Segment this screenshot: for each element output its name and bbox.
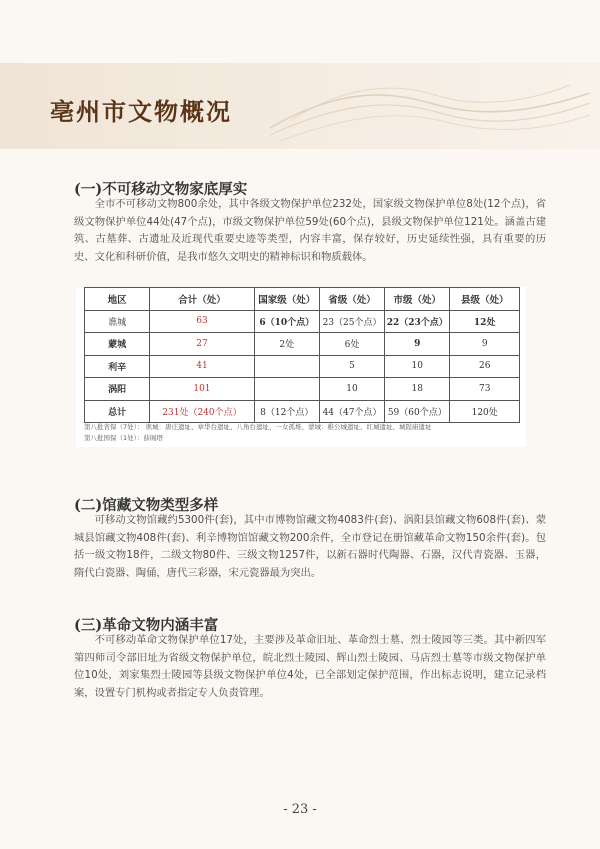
table-cell: 9 (450, 333, 520, 356)
header-cell: 省级（处） (319, 288, 384, 311)
table-cell: 22（23个点） (385, 310, 450, 333)
table-footnote: 第八批国保（1处）：薛阁塔 (84, 434, 163, 442)
header-cell: 合计（处） (150, 288, 254, 311)
table-cell: 101 (150, 378, 254, 401)
header-cell: 市级（处） (385, 288, 450, 311)
table-cell (254, 378, 319, 401)
table-row (85, 333, 520, 356)
header-cell: 县级（处） (450, 288, 520, 311)
table-cell: 利辛 (85, 355, 150, 378)
header-cell: 国家级（处） (254, 288, 319, 311)
table-cell: 63 (150, 310, 254, 333)
wave-decoration-icon (270, 73, 590, 143)
table-cell: 2处 (254, 333, 319, 356)
section3-paragraph: 不可移动革命文物保护单位17处，主要涉及革命旧址、革命烈士墓、烈士陵园等三类。其中新四军第四师司令部旧址为省级文物保护单位，皖北烈士陵园、辉山烈士陵园、马店烈士墓等市级文物保护单位10处，刘家集烈士陵园等县级文物保护单位4处，已全部划定保护范围，作出标志说明，建立记录档案，设置专门机构或者指定专人负责管理。 (74, 634, 546, 699)
table-cell: 谯城 (85, 310, 150, 333)
table-footnote: 第八批省保（7处）： 谯城：唐庄遗址、章华台遗址、八角台遗址、一女孤堆、蒙城：稚公城遗址、红城遗址、城隍庙遗址 (84, 423, 432, 431)
table-cell: 18 (385, 378, 450, 401)
table-cell: 44（47个点） (319, 400, 384, 423)
table-cell: 涡阳 (85, 378, 150, 401)
table-cell: 120处 (450, 400, 520, 423)
table-cell: 9 (385, 333, 450, 356)
table-cell: 73 (450, 378, 520, 401)
table-cell: 5 (319, 355, 384, 378)
table-cell: 27 (150, 333, 254, 356)
table-cell (254, 355, 319, 378)
table-cell: 10 (385, 355, 450, 378)
section1-paragraph: 全市不可移动文物800余处，其中各级文物保护单位232处，国家级文物保护单位8处(12个点)，省级文物保护单位44处(47个点)，市级文物保护单位59处(60个点)，县级文物保护单位121处。涵盖古建筑、古墓葬、古遗址及近现代重要史迹等类型，内容丰富，保存较好，历史延续性强，具有重要的历史、文化和科研价值，是我市悠久文明史的精神标识和物质载体。 (74, 198, 546, 263)
heritage-table-figure (76, 287, 526, 447)
table-total-row (85, 400, 520, 423)
table-row (85, 310, 520, 333)
header-cell: 地区 (85, 288, 150, 311)
table-cell: 12处 (450, 310, 520, 333)
table-cell: 8（12个点） (254, 400, 319, 423)
page-title: 亳州市文物概况 (50, 97, 232, 126)
section2-paragraph: 可移动文物馆藏约5300件(套)，其中市博物馆藏文物4083件(套)、涡阳县馆藏文物608件(套)、蒙城县馆藏文物408件(套)、利辛博物馆馆藏文物200余件，全市登记在册馆藏革命文物150余件(套)。包括一级文物18件，二级文物80件、三级文物1257件，以新石器时代陶器、石器，汉代青瓷器、玉器，隋代白瓷器、陶俑，唐代三彩器，宋元瓷器最为突出。 (74, 514, 546, 579)
table-cell: 6（10个点） (254, 310, 319, 333)
heritage-table (84, 287, 520, 423)
table-cell: 总计 (85, 400, 150, 423)
table-cell: 59（60个点） (385, 400, 450, 423)
section1-title: (一)不可移动文物家底厚实 (74, 181, 248, 198)
table-cell: 26 (450, 355, 520, 378)
table-cell: 23（25个点） (319, 310, 384, 333)
section2-title: (二)馆藏文物类型多样 (74, 497, 219, 514)
table-cell: 6处 (319, 333, 384, 356)
table-row (85, 378, 520, 401)
table-cell: 41 (150, 355, 254, 378)
table-cell: 231处（240个点） (150, 400, 254, 423)
page-number: - 23 - (283, 802, 317, 817)
table-cell: 10 (319, 378, 384, 401)
section3-title: (三)革命文物内涵丰富 (74, 617, 219, 634)
table-header-row (85, 288, 520, 311)
table-row (85, 355, 520, 378)
table-cell: 蒙城 (85, 333, 150, 356)
